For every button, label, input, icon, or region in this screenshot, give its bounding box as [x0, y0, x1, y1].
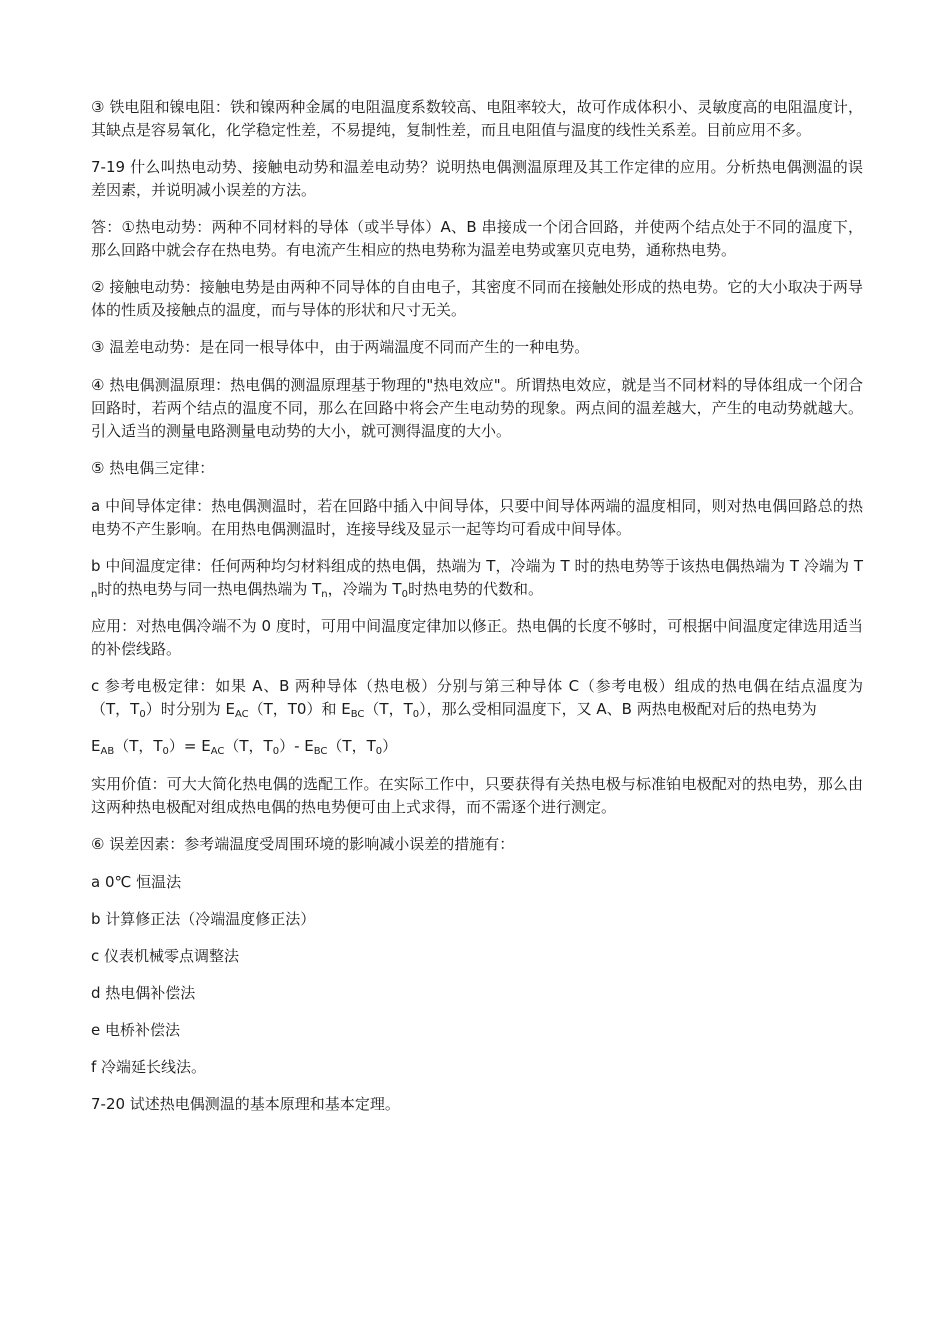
paragraph-temperature-difference-emf: ③ 温差电动势：是在同一根导体中，由于两端温度不同而产生的一种电势。 [91, 338, 590, 356]
paragraph-iron-nickel-resistance: ③ 铁电阻和镍电阻：铁和镍两种金属的电阻温度系数较高、电阻率较大，故可作成体积小、灵敏度高的电阻温度计，其缺点是容易氧化，化学稳定性差，不易提纯，复制性差，而且电阻值与温度的线性关系差。目前应用不多。 [91, 98, 863, 139]
list-item: b 计算修正法（冷端温度修正法） [91, 910, 316, 928]
paragraph-reference-electrode-law: c 参考电极定律：如果 A、B 两种导体（热电极）分别与第三种导体 C（参考电极）组成的热电偶在结点温度为（T，$T_0$）时分别为 $E_{AC}(T$，T0）和 $E_{BC}(T$，$T_0$），那么受相同温度下，又 A、B 两热电极配对后的热电势为 [91, 677, 863, 720]
heading-three-laws: ⑤ 热电偶三定律： [91, 459, 215, 477]
paragraph-middle-conductor-law: a 中间导体定律：热电偶测温时，若在回路中插入中间导体，只要中间导体两端的温度相同，则对热电偶回路总的热电势不产生影响。在用热电偶测温时，连接导线及显示一起等均可看成中间导体。 [91, 497, 863, 538]
paragraph-application: 应用：对热电偶冷端不为 0 度时，可用中间温度定律加以修正。热电偶的长度不够时，可根据中间温度定律选用适当的补偿线路。 [91, 617, 863, 658]
paragraph-contact-emf: ② 接触电动势：接触电势是由两种不同导体的自由电子，其密度不同而在接触处形成的热电势。它的大小取决于两导体的性质及接触点的温度，而与导体的形状和尺寸无关。 [91, 278, 863, 319]
document-page [91, 96, 863, 1131]
equation-reference-electrode: $E_{AB}(T$，$T_0)= E_{AC}(T$，$T_0)-$ $E_{BC}(T$，$T_0$） [91, 737, 398, 757]
list-item: d 热电偶补偿法 [91, 984, 196, 1002]
list-item: c 仪表机械零点调整法 [91, 947, 240, 965]
list-item: a 0℃ 恒温法 [91, 873, 182, 891]
question-7-19: 7-19 什么叫热电动势、接触电动势和温差电动势？说明热电偶测温原理及其工作定律的应用。分析热电偶测温的误差因素，并说明减小误差的方法。 [91, 158, 863, 199]
paragraph-error-factors: ⑥ 误差因素：参考端温度受周围环境的影响减小误差的措施有： [91, 835, 515, 853]
list-item: f 冷端延长线法。 [91, 1058, 207, 1076]
question-7-20: 7-20 试述热电偶测温的基本原理和基本定理。 [91, 1095, 400, 1113]
list-item: e 电桥补偿法 [91, 1021, 180, 1039]
paragraph-middle-temperature-law: b 中间温度定律：任何两种均匀材料组成的热电偶，热端为 T，冷端为 T 时的热电势等于该热电偶热端为 T 冷端为 $T_n$时的热电势与同一热电偶热端为 $T_n$，冷端为 $T_0$时热电势的代数和。 [91, 557, 863, 600]
paragraph-thermocouple-principle: ④ 热电偶测温原理：热电偶的测温原理基于物理的"热电效应"。所谓热电效应，就是当不同材料的导体组成一个闭合回路时，若两个结点的温度不同，那么在回路中将会产生电动势的现象。两点间的温差越大，产生的电动势就越大。引入适当的测量电路测量电动势的大小，就可测得温度的大小。 [91, 376, 863, 440]
answer-thermo-emf: 答：①热电动势：两种不同材料的导体（或半导体）A、B 串接成一个闭合回路，并使两个结点处于不同的温度下，那么回路中就会存在热电势。有电流产生相应的热电势称为温差电势或塞贝克电势，通称热电势。 [91, 218, 863, 259]
paragraph-practical-value: 实用价值：可大大简化热电偶的选配工作。在实际工作中，只要获得有关热电极与标准铂电极配对的热电势，那么由这两种热电极配对组成热电偶的热电势便可由上式求得，而不需逐个进行测定。 [91, 775, 863, 816]
